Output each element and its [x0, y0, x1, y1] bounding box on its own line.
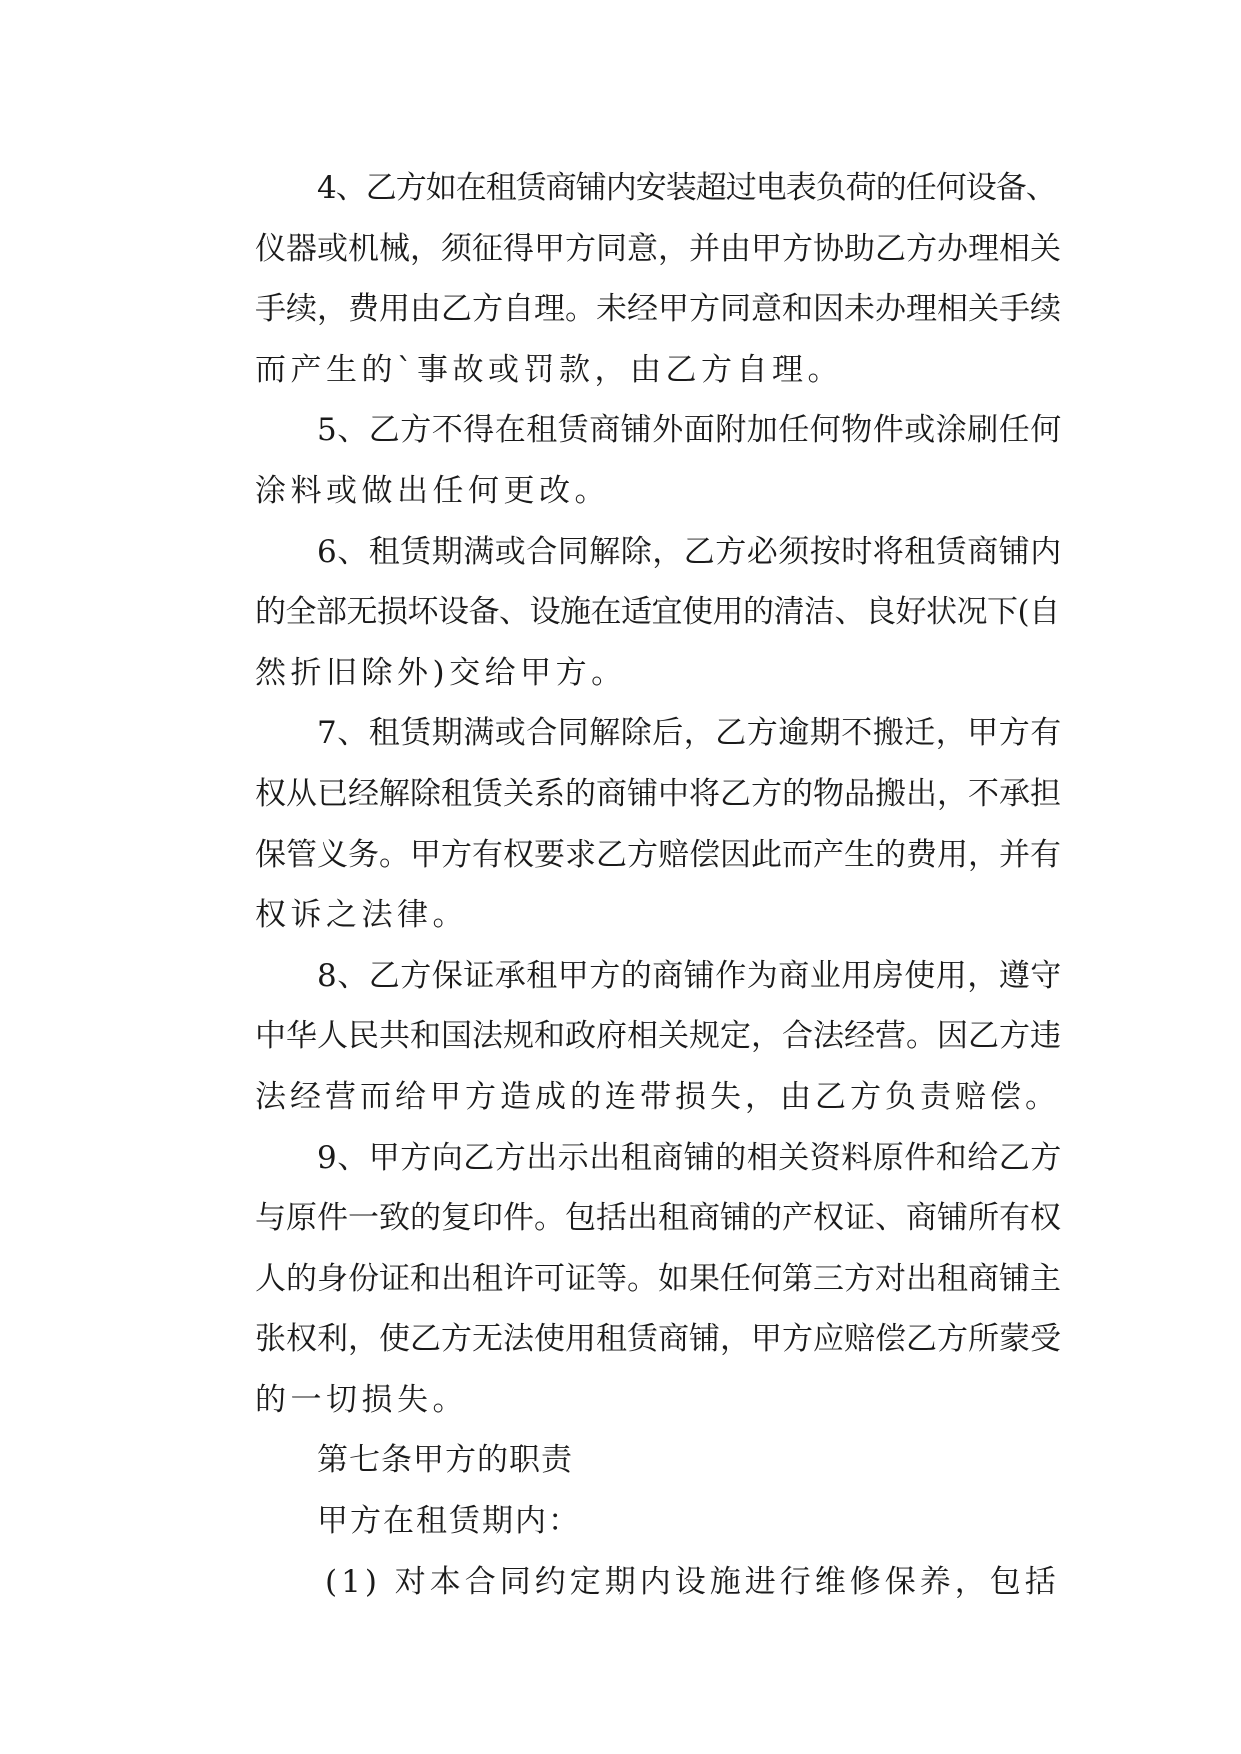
document-body [193, 158, 1063, 1612]
text-line: 而产生的`事故或罚款，由乙方自理。 [255, 351, 843, 388]
item-1-paragraph [193, 1552, 1063, 1613]
text-line: 保管义务。甲方有权要求乙方赔偿因此而产生的费用，并有 [255, 836, 1061, 873]
text-line: 甲方在租赁期内： [317, 1503, 581, 1540]
clause-8-paragraph [193, 946, 1063, 1128]
lease-period-intro [193, 1491, 1063, 1552]
clause-7-paragraph [193, 703, 1063, 945]
text-line: 与原件一致的复印件。包括出租商铺的产权证、商铺所有权 [255, 1200, 1061, 1237]
text-line: 人的身份证和出租许可证等。如果任何第三方对出租商铺主 [255, 1260, 1061, 1297]
text-line: 法经营而给甲方造成的连带损失，由乙方负责赔偿。 [255, 1078, 1060, 1115]
text-line: 的一切损失。 [255, 1381, 468, 1418]
text-line: 7、租赁期满或合同解除后，乙方逾期不搬迁，甲方有 [317, 715, 1062, 752]
heading-line: 第七条甲方的职责 [317, 1442, 573, 1479]
text-line: 仪器或机械，须征得甲方同意，并由甲方协助乙方办理相关 [255, 230, 1061, 267]
text-line: 手续，费用由乙方自理。未经甲方同意和因未办理相关手续 [255, 291, 1061, 328]
clause-6-paragraph [193, 522, 1063, 704]
text-line: 涂料或做出任何更改。 [255, 472, 610, 509]
text-line: 的全部无损坏设备、设施在适宜使用的清洁、良好状况下(自 [255, 594, 1060, 631]
text-line: 权诉之法律。 [255, 897, 468, 934]
text-line: 中华人民共和国法规和政府相关规定，合法经营。因乙方违 [255, 1018, 1061, 1055]
text-line: 5、乙方不得在租赁商铺外面附加任何物件或涂刷任何 [317, 412, 1062, 449]
clause-4-paragraph [193, 158, 1063, 400]
text-line: 9、甲方向乙方出示出租商铺的相关资料原件和给乙方 [317, 1139, 1062, 1176]
text-line: 8、乙方保证承租甲方的商铺作为商业用房使用，遵守 [317, 957, 1062, 994]
text-line: 4、乙方如在租赁商铺内安装超过电表负荷的任何设备、 [317, 170, 1056, 206]
clause-9-paragraph [193, 1128, 1063, 1431]
text-line: 6、租赁期满或合同解除，乙方必须按时将租赁商铺内 [317, 533, 1062, 570]
text-line: 张权利，使乙方无法使用租赁商铺，甲方应赔偿乙方所蒙受 [255, 1321, 1061, 1358]
clause-5-paragraph [193, 400, 1063, 521]
text-line: (1) 对本合同约定期内设施进行维修保养，包括 [325, 1563, 1060, 1600]
article-7-heading [193, 1430, 1063, 1491]
text-line: 权从已经解除租赁关系的商铺中将乙方的物品搬出，不承担 [255, 775, 1061, 812]
text-line: 然折旧除外)交给甲方。 [255, 654, 627, 691]
